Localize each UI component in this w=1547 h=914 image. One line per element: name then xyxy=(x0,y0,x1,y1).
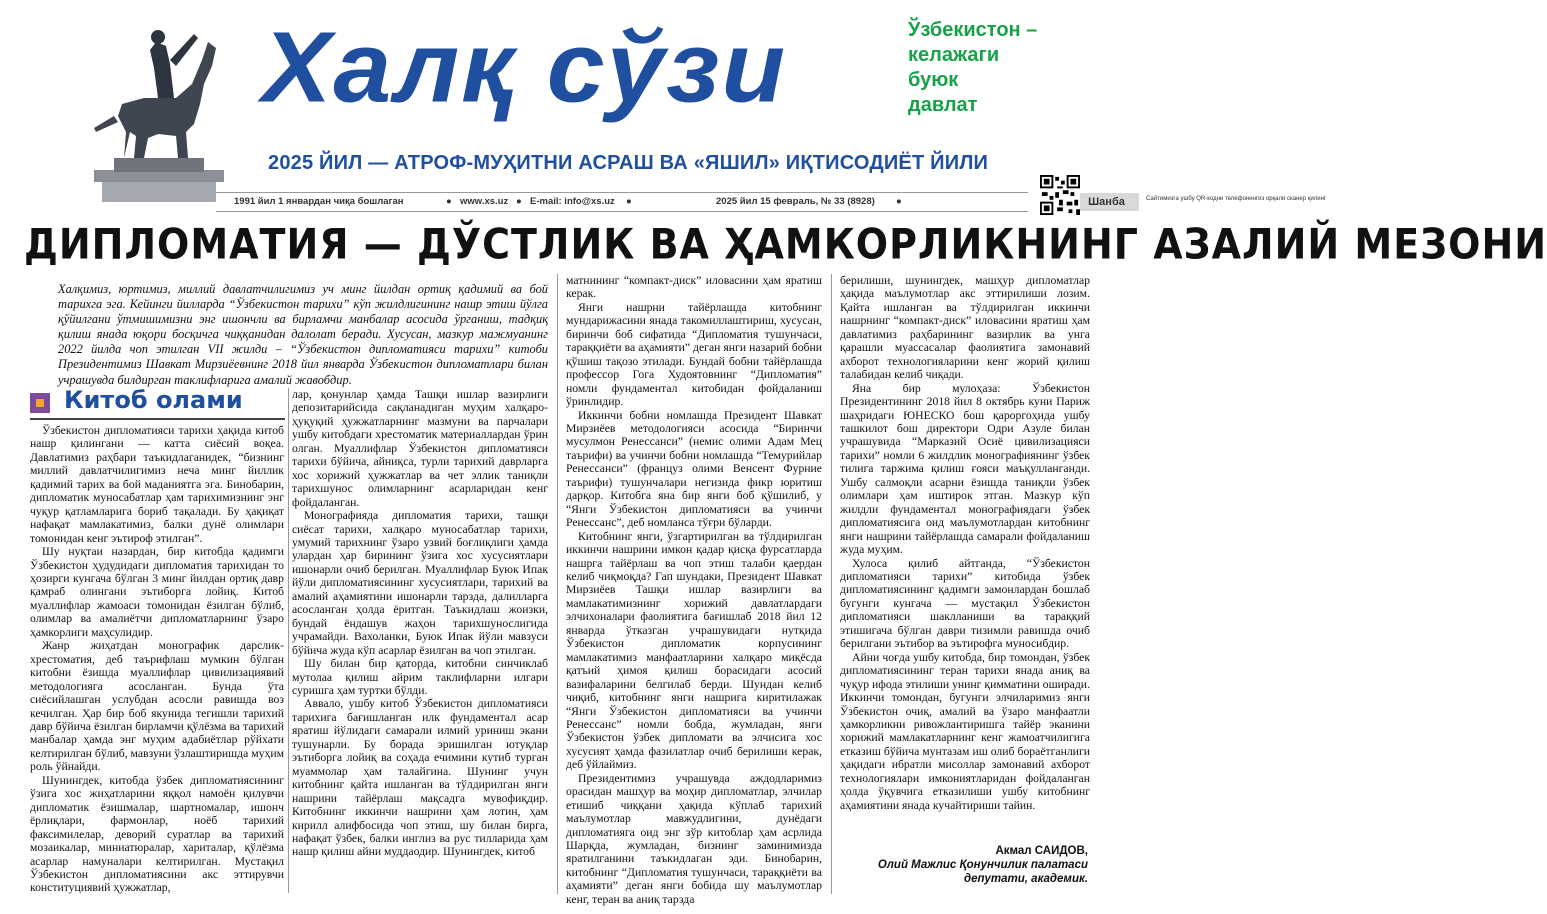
slogan-line: келажаги xyxy=(908,44,1000,66)
paragraph: Хулоса қилиб айтганда, “Ўзбекистон дипломатияси тарихи” китобида ўзбек дипломатиясининг қадимги замонлардан бошлаб бугунги кунгача — мустақил Ўзбекистон дипломатияси шаклланиши ва тараққий этишигача бўлган даври тизимли равишда очиб берилгани эътибор ва эътирофга муносибдир. xyxy=(840,556,1090,651)
paragraph: Монографияда дипломатия тарихи, ташқи сиёсат тарихи, халқаро муносабатлар тарихи, умумий тарихнинг ўзаро узвий боғлиқлиги ҳамда улардан ҳар бирининг ўзига хос хусусиятлари ишонарли очиб берилган. Муаллифлар Буюк Ипак йўли дипломатиясининг хусусиятлари, тарихий ва амалий аҳамиятини ишонарли тарзда, далилларга асосланган ҳолда ёритган. Таъкидлаш жоизки, бундай ёндашув жаҳон тарихшунослигида учрамайди. Вахоланки, Буюк Ипак йўли мавзуси бўйича жуда кўп асарлар ёзилган ва чоп этилган. xyxy=(292,509,548,657)
column-divider xyxy=(557,274,558,894)
divider xyxy=(30,418,285,420)
paragraph: матнининг “компакт-диск” иловасини ҳам яратиш керак. xyxy=(566,274,822,301)
paragraph: Ўзбекистон дипломатияси тарихи ҳақида китоб нашр қилингани — катта сиёсий воқеа. Давлатимиз раҳбари таъкидлаганидек, “бизнинг миллий давлатчилигимиз неча минг йиллик қадимий тарих ва бой маданиятга эга. Бинобарин, дипломатик муносабатлар ҳам тарихимизнинг энг чуқур қатламларига бориб тақалади. Бу ҳақиқат нафақат мамлакатимиз, балки дунё олимлари томонидан кенг эътироф этилган”. xyxy=(30,424,284,545)
paragraph: Шунингдек, китобда ўзбек дипломатиясининг ўзига хос жиҳатларини яққол намоён қилувчи дипломатик ёзишмалар, шартномалар, ишонч ёрлиқлари, фармонлар, ноёб тарихий факсимилелар, деворий суратлар ва тарихий мозаикалар, миниатюралар, хариталар, қўлёзма асарлар намуналари келтирилган. Мустақил Ўзбекистон дипломатиясини акс эттирувчи конституциявий ҳужжатлар, xyxy=(30,773,284,895)
section-heading xyxy=(30,386,285,420)
newspaper-title: Халқ сўзи xyxy=(262,12,788,124)
paragraph: Китобнинг янги, ўзгартирилган ва тўлдирилган иккинчи нашрини имкон қадар қисқа фурсатларда нашрга тайёрлаш ва чоп этиш талаби қаердан келиб чиқмоқда? Гап шундаки, Президент Шавкат Мирзиёев Ташқи ишлар вазирлиги ва мамлакатимизнинг хорижий давлатлардаги элчихоналари фаолиятига бағишлаб 2018 йил 12 январда ўтказган учрашувидаги нутқида Ўзбекистон дипломатик корпусининг мамлакатимиз манфаатларини халқаро миқёсда қатъий ҳимоя қилиш борасидаги асосий вазифаларини белгилаб берди. Шундан келиб чиқиб, китобнинг янги нашрига киритилажак “Янги Ўзбекистон дипломатияси ва учинчи Ренессанс” номли бобда, жумладан, янги Ўзбекистон ўзбек дипломати ва элчисига хос хусусият ҳамда фазилатлар очиб берилиши керак, деб ўйлаймиз. xyxy=(566,529,822,772)
slogan-line: давлат xyxy=(908,94,978,116)
article-column-2 xyxy=(292,388,548,859)
article-column-4 xyxy=(840,274,1090,812)
bullet-icon: ● xyxy=(516,196,522,207)
website-link[interactable]: www.xs.uz xyxy=(460,196,509,207)
slogan-line: буюк xyxy=(908,69,959,91)
paragraph: Президентимиз учрашувда аждодларимиз орасидан машҳур ва моҳир дипломатлар, элчилар етишиб чиққани ҳақида кўплаб тарихий маълумотлар мавжудлигини, дунёдаги дипломатияга оид энг зўр китоблар ҳам асрлида Шарқда, жумладан, бизнинг заминимизда яратилганини таъкидлаган эди. Бинобарин, китобнинг “Дипломатия тушунчаси, тараққиёти ва аҳамияти” деган янги бобида шу маълумотлар кенг, теран ва аниқ тарзда xyxy=(566,771,822,906)
paragraph: Иккинчи бобни номлашда Президент Шавкат Мирзиёев методологияси асосида “Биринчи мусулмон Ренессанси” (немис олими Адам Мец таърифи) ва учинчи бобни номлашда “Темурийлар Ренессанси” (француз олими Венсент Фурние таърифи) тушунчалари негизида фикр юритиш дарқор. Китобга яна бир янги боб қўшилиб, у “Янги Ўзбекистон дипломатияси ва учинчи Ренессанс”, деб номланса тўғри бўларди. xyxy=(566,408,822,530)
paragraph: Жанр жиҳатдан монографик дарслик-хрестоматия, деб таърифлаш мумкин бўлган китобни ёзишда муаллифлар цивилизациявий методологияга асосланган. Бунда ўта сиёсийлашган услубдан асосли равишда воз кечилган. Ҳар бир боб якунида тегишли тарихий давр бўйича ёзилган бирламчи қўлёзма ва тарихий манбалар ҳамда энг муҳим адабиётлар рўйхати келтирилган бўлиб, мавзуни ўзлаштиришда муҳим роль ўйнайди. xyxy=(30,639,284,774)
author-name: Акмал САИДОВ, xyxy=(995,845,1088,857)
paragraph: Янги нашрни тайёрлашда китобнинг мундарижасини янада такомиллаштириш, хусусан, биринчи боб сифатида “Дипломатия тушунчаси, тараққиёти ва аҳамияти” деган янги назарий бобни қўшиш тақозо этилади. Бундай бобни тайёрлашда профессор Гога Худоятовнинг “Дипломатия” номли фундаментал китобидан фойдаланиш ўринлидир. xyxy=(566,300,822,409)
bullet-icon: ● xyxy=(896,196,902,207)
bullet-icon: ● xyxy=(446,196,452,207)
paragraph: Яна бир мулоҳаза: Ўзбекистон Президентининг 2018 йил 8 октябрь куни Париж шаҳридаги ЮНЕСКО бош қароргоҳида ушбу ташкилот бош директори Одри Азуле билан учрашувида “Марказий Осиё цивилизацияси тарихи” номли 6 жилдлик монографиянинг ўзбек тилига таржима қилиш ғояси маъқулланганди. Ушбу салмоқли асарни ёзишда таниқли ўзбек олимлари ҳам иштирок этган. Мазкур кўп жилдли фундаментал монографиядаги ўзбек дипломатиясига оид маълумотлардан китобнинг янги нашрини тайёрлашда самарали фойдаланиш жуда муҳим. xyxy=(840,381,1090,557)
equestrian-statue-image xyxy=(74,20,244,205)
paragraph: Шу нуқтаи назардан, бир китобда қадимги Ўзбекистон ҳудудидаги дипломатия тарихидан то ҳозирги кунгача бўлган 3 минг йилдан ортиқ давр қамраб олингани эътиборга лойиқ. Китоб муаллифлар жамоаси томонидан ёзилган бўлиб, олимлар ва амалиётчи дипломатларнинг ўзаро ҳамкорлиги маҳсулидир. xyxy=(30,545,284,639)
founded-text: 1991 йил 1 январдан чиқа бошлаган xyxy=(234,196,404,207)
author-position: депутати, академик. xyxy=(963,873,1088,885)
year-motto: 2025 ЙИЛ — АТРОФ-МУҲИТНИ АСРАШ ВА «ЯШИЛ» ИҚТИСОДИЁТ ЙИЛИ xyxy=(268,152,989,174)
paragraph: Аввало, ушбу китоб Ўзбекистон дипломатияси тарихига бағишланган илк фундаментал асар яратиш йўлидаги самарали илмий уриниш экани тушунарли. Бу борада эришилган ютуқлар эътиборга лойиқ ва соҳада ечимини кутиб турган муаммолар ҳам талайгина. Шунинг учун китобнинг қайта ишланган ва тўлдирилган янги нашрини тайёрлаш мақсадга мувофиқдир. Китобнинг иккинчи нашрини ҳам лотин, ҳам кирилл алифбосида чоп этиш, шу билан бирга, нафақат ўзбек, балки инглиз ва рус тилларида ҳам нашр қилиш айни муддаодир. Шунингдек, китоб xyxy=(292,697,548,859)
paragraph: Шу билан бир қаторда, китобни синчиклаб мутолаа қилиш айрим таклифларни илгари суришга ҳам туртки бўлди. xyxy=(292,657,548,697)
article-lead: Халқимиз, юртимиз, миллий давлатчилигимиз уч минг йилдан ортиқ қадимий ва бой тарихга эга. Кейинги йилларда “Ўзбекистон тарихи” кўп жилдлигининг нашр этиш йўлга қўйилгани ўтмишимизни энг ишончли ва бирламчи манбалар асосида ўрганиш, тадқиқ қилиш янада юқори босқичга чиққанидан далолат беради. Хусусан, мазкур мажмуанинг 2022 йилда чоп этилган VII жилди – “Ўзбекистон дипломатияси тарихи” китоби Президентимиз Шавкат Мирзиёевнинг 2018 йил январда Ўзбекистон дипломатлари билан учрашувда билдирган таклифларига амалий жавобдир. xyxy=(58,282,548,387)
qr-notice: Сайтимизга ушбу QR-кодни телефонингиз орқали сканер қилинг xyxy=(1146,196,1327,202)
column-divider xyxy=(831,274,832,894)
slogan-line: Ўзбекистон – xyxy=(908,19,1038,41)
qr-code-icon[interactable] xyxy=(1040,175,1080,215)
bullet-icon: ● xyxy=(626,196,632,207)
paragraph: берилиши, шунингдек, машҳур дипломатлар ҳақида маълумотлар акс эттирилиши лозим. Қайта ишланган ва тўлдирилган иккинчи нашрнинг “компакт-диск” иловасини яратиш ҳам давлатимиз раҳбарининг вазирлик ва унга қарашли муассасалар фаолиятига замонавий ахборот технологияларини кенг жорий қилиш талабидан келиб чиқади. xyxy=(840,274,1090,382)
paragraph: лар, қонунлар ҳамда Ташқи ишлар вазирлиги депозитарийсида сақланадиган муҳим халқаро-ҳуқуқий ҳужжатларнинг мазмуни ва парчалари ушбу китобдаги хрестоматик материаллардан ўрин олган. Муаллифлар Ўзбекистон дипломатияси тарихи бўйича, айниқса, турли тарихий даврларга хос хорижий ҳужжатлар ва чет эллик таниқли тарихшунос олимларнинг асарларидан кенг фойдаланган. xyxy=(292,388,548,509)
article-headline: ДИПЛОМАТИЯ — ДЎСТЛИК ВА ҲАМКОРЛИКНИНГ АЗАЛИЙ МЕЗОНИ xyxy=(24,219,1547,269)
section-title: Китоб олами xyxy=(64,386,243,414)
author-signature xyxy=(878,844,1088,886)
article-column-1 xyxy=(30,424,284,895)
email-link[interactable]: E-mail: info@xs.uz xyxy=(530,196,615,207)
column-divider xyxy=(288,388,289,893)
slogan xyxy=(908,18,1048,136)
issue-date-number: 2025 йил 15 февраль, № 33 (8928) xyxy=(716,196,875,207)
weekday-badge: Шанба xyxy=(1074,193,1139,211)
article-column-3 xyxy=(566,274,822,906)
issue-info-strip xyxy=(216,192,1327,212)
paragraph: Айни чоғда ушбу китобда, бир томондан, ўзбек дипломатиясининг теран тарихи янада аниқ ва чуқур ифода этилиши унинг қимматини оширади. Иккинчи томондан, бугунги элчиларимиз янги Ўзбекистон очиқ, амалий ва ўзаро манфаатли ҳамкорликни ривожлантиришга тайёр эканини хорижий мамлакатларнинг кенг жамоатчилигига етказиш бўйича мунтазам иш олиб бораётганлиги ҳақидаги ибратли мисоллар замонавий ахборот технологиялари имкониятларидан фойдаланган ҳолда ўқувчига етказилиши ушбу китобнинг аҳамиятини янада кучайтириши тайин. xyxy=(840,650,1090,812)
author-position: Олий Мажлис Қонунчилик палатаси xyxy=(877,859,1088,871)
section-square-icon xyxy=(30,393,50,413)
